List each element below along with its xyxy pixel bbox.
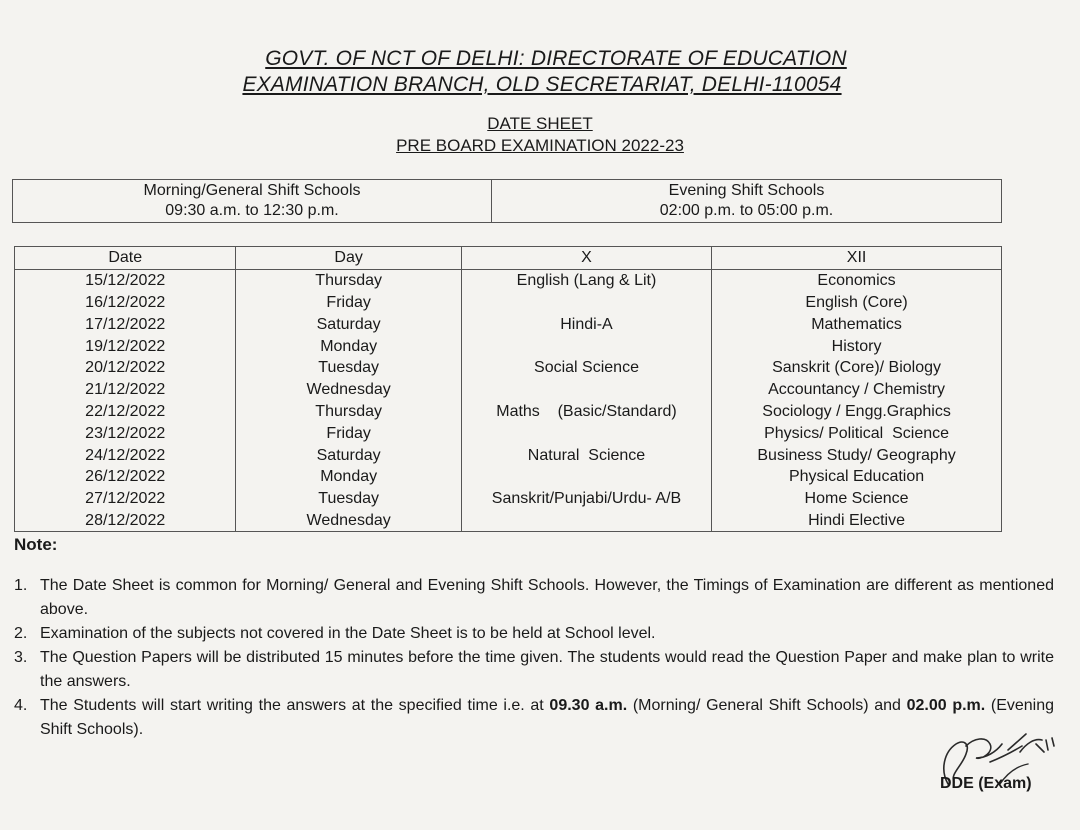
- header-day: Day: [236, 247, 461, 270]
- cell-day: Thursday: [236, 269, 461, 291]
- note-item: [14, 622, 1054, 646]
- cell-date: 24/12/2022: [15, 444, 236, 466]
- table-row: [15, 510, 1002, 532]
- cell-day: Thursday: [236, 401, 461, 423]
- cell-date: 19/12/2022: [15, 335, 236, 357]
- cell-date: 15/12/2022: [15, 269, 236, 291]
- note-item: [14, 646, 1054, 694]
- cell-class-x: Sanskrit/Punjabi/Urdu- A/B: [461, 488, 711, 510]
- cell-day: Saturday: [236, 444, 461, 466]
- table-row: [15, 488, 1002, 510]
- cell-class-xii: History: [712, 335, 1002, 357]
- evening-shift-time: 02:00 p.m. to 05:00 p.m.: [659, 202, 834, 219]
- notes-list: [14, 574, 1054, 742]
- cell-class-x: Natural Science: [461, 444, 711, 466]
- cell-class-xii: Business Study/ Geography: [712, 444, 1002, 466]
- table-row: [15, 401, 1002, 423]
- note-time-morning: 09.30 a.m.: [549, 697, 628, 714]
- cell-date: 16/12/2022: [15, 292, 236, 314]
- table-row: [15, 422, 1002, 444]
- cell-day: Monday: [236, 466, 461, 488]
- cell-date: 21/12/2022: [15, 379, 236, 401]
- table-row: [15, 335, 1002, 357]
- table-row: [15, 292, 1002, 314]
- cell-class-xii: Hindi Elective: [712, 510, 1002, 532]
- document-header: [0, 46, 1080, 98]
- document-title: [0, 113, 1080, 157]
- table-row: [15, 379, 1002, 401]
- note-text: Examination of the subjects not covered in the Date Sheet is to be held at School level.: [40, 625, 656, 642]
- cell-day: Tuesday: [236, 357, 461, 379]
- title-date-sheet: DATE SHEET: [487, 114, 593, 133]
- cell-class-xii: Sanskrit (Core)/ Biology: [712, 357, 1002, 379]
- cell-class-x: [461, 292, 711, 314]
- cell-class-xii: Physical Education: [712, 466, 1002, 488]
- cell-date: 27/12/2022: [15, 488, 236, 510]
- table-row: [15, 269, 1002, 291]
- cell-class-xii: Mathematics: [712, 313, 1002, 335]
- cell-class-xii: Economics: [712, 269, 1002, 291]
- cell-class-xii: Sociology / Engg.Graphics: [712, 401, 1002, 423]
- note-number: 4.: [14, 697, 28, 714]
- note-number: 2.: [14, 625, 28, 642]
- evening-shift-cell: [492, 180, 1002, 223]
- date-sheet-table: [14, 246, 1002, 532]
- note-item: [14, 574, 1054, 622]
- table-row: [15, 357, 1002, 379]
- cell-class-xii: Physics/ Political Science: [712, 422, 1002, 444]
- cell-day: Saturday: [236, 313, 461, 335]
- cell-class-xii: Home Science: [712, 488, 1002, 510]
- cell-date: 28/12/2022: [15, 510, 236, 532]
- cell-day: Wednesday: [236, 379, 461, 401]
- cell-date: 22/12/2022: [15, 401, 236, 423]
- note-item: [14, 694, 1054, 742]
- header-class-xii: XII: [712, 247, 1002, 270]
- cell-class-x: [461, 422, 711, 444]
- header-class-x: X: [461, 247, 711, 270]
- cell-class-xii: English (Core): [712, 292, 1002, 314]
- cell-class-x: [461, 379, 711, 401]
- note-label: Note:: [14, 535, 58, 554]
- table-row: [15, 444, 1002, 466]
- table-header-row: [15, 247, 1002, 270]
- table-row: [15, 466, 1002, 488]
- morning-shift-time: 09:30 a.m. to 12:30 p.m.: [165, 202, 339, 219]
- cell-date: 23/12/2022: [15, 422, 236, 444]
- cell-class-x: Social Science: [461, 357, 711, 379]
- morning-shift-name: Morning/General Shift Schools: [143, 182, 361, 199]
- cell-class-xii: Accountancy / Chemistry: [712, 379, 1002, 401]
- header-line-1: GOVT. OF NCT OF DELHI: DIRECTORATE OF EDUCATION: [265, 47, 847, 70]
- table-row: [15, 313, 1002, 335]
- cell-date: 20/12/2022: [15, 357, 236, 379]
- note-text: The Question Papers will be distributed 15 minutes before the time given. The students would read the Question Paper and make plan to write the answers.: [40, 649, 1054, 690]
- morning-shift-cell: [13, 180, 492, 223]
- cell-day: Friday: [236, 422, 461, 444]
- cell-class-x: [461, 466, 711, 488]
- note-number: 3.: [14, 649, 28, 666]
- cell-date: 26/12/2022: [15, 466, 236, 488]
- shift-timing-table: [12, 179, 1002, 223]
- cell-day: Monday: [236, 335, 461, 357]
- cell-day: Tuesday: [236, 488, 461, 510]
- cell-class-x: [461, 335, 711, 357]
- cell-date: 17/12/2022: [15, 313, 236, 335]
- note-time-evening: 02.00 p.m.: [906, 697, 986, 714]
- note-text-part: (Evening Shift Schools).: [40, 697, 1055, 738]
- cell-class-x: English (Lang & Lit): [461, 269, 711, 291]
- cell-day: Wednesday: [236, 510, 461, 532]
- cell-day: Friday: [236, 292, 461, 314]
- header-date: Date: [15, 247, 236, 270]
- title-exam-name: PRE BOARD EXAMINATION 2022-23: [396, 136, 684, 155]
- note-number: 1.: [14, 577, 28, 594]
- note-text-part: (Morning/ General Shift Schools) and: [627, 697, 907, 714]
- signatory-designation: DDE (Exam): [940, 775, 1032, 792]
- cell-class-x: Hindi-A: [461, 313, 711, 335]
- cell-class-x: Maths (Basic/Standard): [461, 401, 711, 423]
- header-line-2: EXAMINATION BRANCH, OLD SECRETARIAT, DELHI-110054: [242, 73, 842, 96]
- evening-shift-name: Evening Shift Schools: [668, 182, 825, 199]
- note-text-part: The Students will start writing the answers at the specified time i.e. at: [40, 697, 550, 714]
- note-text: The Date Sheet is common for Morning/ General and Evening Shift Schools. However, the Timings of Examination are different as mentioned above.: [40, 577, 1054, 618]
- cell-class-x: [461, 510, 711, 532]
